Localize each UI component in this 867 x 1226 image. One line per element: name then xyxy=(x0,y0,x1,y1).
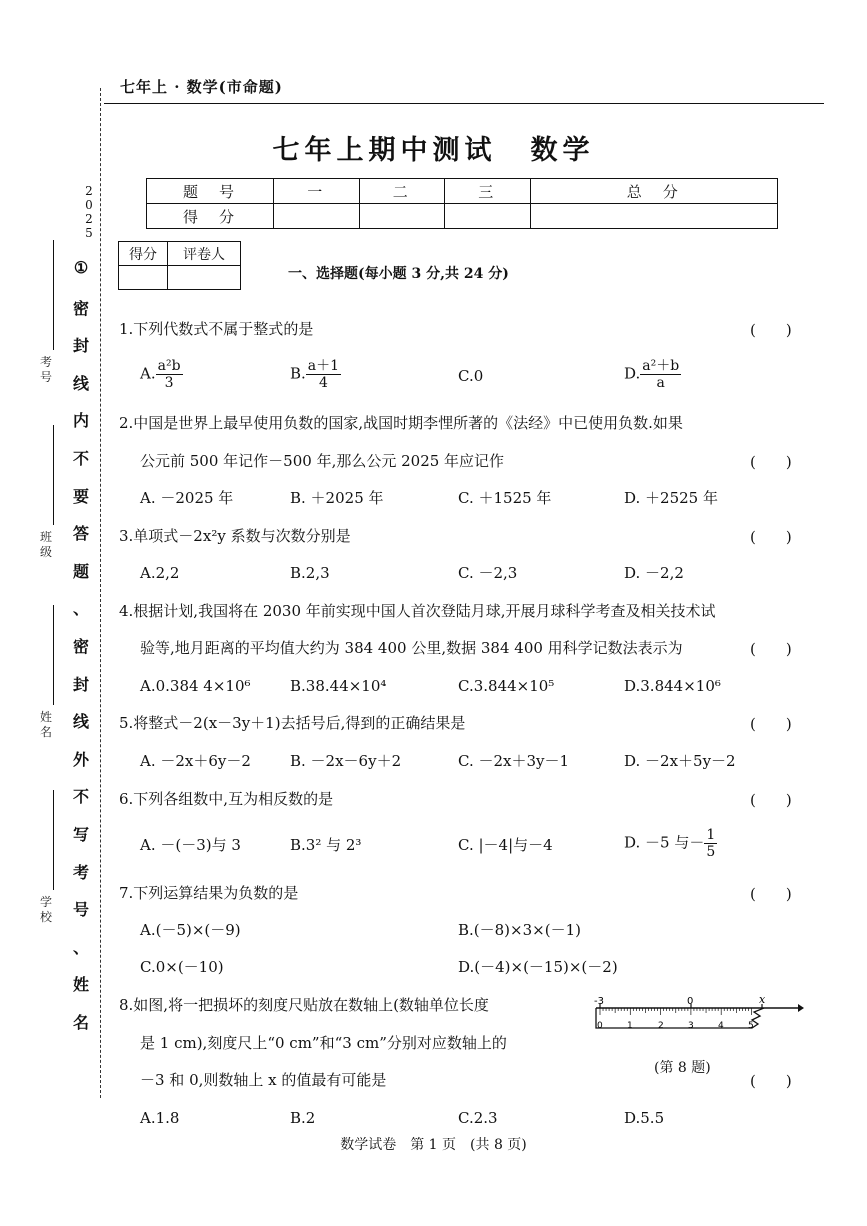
answer-paren[interactable]: ( ) xyxy=(750,528,792,546)
question-8-stem-cont: 是 1 cm),刻度尺上“0 cm”和“3 cm”分别对应数轴上的 xyxy=(140,1034,507,1052)
section-title: 一、选择题(每小题 3 分,共 24 分) xyxy=(288,266,509,282)
question-2-stem: 2.中国是世界上最早使用负数的国家,战国时期李悝所著的《法经》中已使用负数.如果 xyxy=(119,414,683,432)
answer-paren[interactable]: ( ) xyxy=(750,640,792,658)
q3-option-a[interactable]: A.2,2 xyxy=(140,564,180,582)
answer-paren[interactable]: ( ) xyxy=(750,321,792,339)
seal-char: 、 xyxy=(72,937,89,957)
seal-char: 、 xyxy=(72,599,89,619)
axis-label: x xyxy=(759,994,766,1006)
question-8-stem: 8.如图,将一把损坏的刻度尺贴放在数轴上(数轴单位长度 xyxy=(119,996,489,1014)
ruler-label: 2 xyxy=(658,1021,664,1031)
seal-char: 封 xyxy=(72,336,89,356)
seal-char: 要 xyxy=(72,486,89,506)
answer-paren[interactable]: ( ) xyxy=(750,791,792,809)
question-5-stem: 5.将整式－2(x－3y＋1)去括号后,得到的正确结果是 xyxy=(119,714,466,732)
q7-option-d[interactable]: D.(－4)×(－15)×(－2) xyxy=(458,958,618,976)
year-char: 2 xyxy=(85,212,93,226)
margin-year xyxy=(82,184,96,240)
ruler-label: 0 xyxy=(597,1021,603,1031)
q2-option-a[interactable]: A. －2025 年 xyxy=(140,489,234,507)
grader-table xyxy=(118,241,241,290)
q7-option-c[interactable]: C.0×(－10) xyxy=(140,958,224,976)
score-cell[interactable] xyxy=(530,204,777,229)
seal-char: 不 xyxy=(72,787,89,807)
q5-option-c[interactable]: C. －2x＋3y－1 xyxy=(458,752,570,770)
score-cell[interactable] xyxy=(445,204,531,229)
q3-option-b[interactable]: B.2,3 xyxy=(290,564,330,582)
field-line-name xyxy=(53,605,54,705)
figure-caption: (第 8 题) xyxy=(654,1060,711,1076)
option-prefix: A. xyxy=(140,364,156,383)
seal-char: 密 xyxy=(72,298,89,318)
question-1-stem: 1.下列代数式不属于整式的是 xyxy=(119,320,314,338)
answer-paren[interactable]: ( ) xyxy=(750,715,792,733)
q3-option-d[interactable]: D. －2,2 xyxy=(624,564,684,582)
q1-option-a[interactable] xyxy=(140,358,183,391)
ruler-tick-labels xyxy=(597,1021,754,1031)
seal-char: 号 xyxy=(72,900,89,920)
q5-option-a[interactable]: A. －2x＋6y－2 xyxy=(140,752,251,770)
page-footer: 数学试卷 第 1 页 (共 8 页) xyxy=(340,1137,527,1153)
seal-dashed-line xyxy=(100,88,101,1098)
seal-char: ① xyxy=(73,258,89,277)
score-value-row xyxy=(147,204,778,229)
ruler-label: 5 xyxy=(748,1021,754,1031)
seal-char: 考 xyxy=(72,862,89,882)
q7-option-b[interactable]: B.(－8)×3×(－1) xyxy=(458,921,581,939)
field-line-class xyxy=(53,425,54,525)
seal-char: 密 xyxy=(72,637,89,656)
frac-den: 3 xyxy=(164,375,174,391)
year-char: 0 xyxy=(85,198,93,212)
field-label-school: 学校 xyxy=(39,895,52,924)
score-header: 总 分 xyxy=(530,179,777,204)
title-subject: 数学 xyxy=(530,135,595,166)
field-line-examno xyxy=(53,240,54,350)
q6-option-b[interactable]: B.3² 与 2³ xyxy=(290,836,362,854)
score-cell[interactable] xyxy=(274,204,360,229)
ruler-label: 4 xyxy=(718,1021,724,1031)
question-3-stem: 3.单项式－2x²y 系数与次数分别是 xyxy=(119,527,351,545)
question-4-stem-cont: 验等,地月距离的平均值大约为 384 400 公里,数据 384 400 用科学记数法表示为 xyxy=(140,639,683,657)
field-line-school xyxy=(53,790,54,890)
option-prefix: D. －5 与－ xyxy=(624,833,705,852)
q8-option-a[interactable]: A.1.8 xyxy=(140,1109,180,1127)
year-char: 5 xyxy=(85,226,93,240)
score-row-label: 得 分 xyxy=(147,204,274,229)
field-label-examno: 考号 xyxy=(39,355,52,384)
q4-option-c[interactable]: C.3.844×10⁵ xyxy=(458,677,555,695)
frac-den: 4 xyxy=(318,375,328,391)
q8-option-d[interactable]: D.5.5 xyxy=(624,1109,665,1127)
q5-option-b[interactable]: B. －2x－6y＋2 xyxy=(290,752,402,770)
q2-option-d[interactable]: D. ＋2525 年 xyxy=(624,489,718,507)
frac-num: 1 xyxy=(706,827,716,843)
q2-option-b[interactable]: B. ＋2025 年 xyxy=(290,489,384,507)
number-line-arrow xyxy=(798,1004,804,1012)
seal-char: 线 xyxy=(72,373,89,393)
q6-option-a[interactable]: A. －(－3)与 3 xyxy=(140,836,241,854)
question-2-stem-cont: 公元前 500 年记作－500 年,那么公元 2025 年应记作 xyxy=(140,452,505,470)
grader-score-cell[interactable] xyxy=(119,266,168,290)
seal-char: 写 xyxy=(72,825,89,844)
seal-char: 姓 xyxy=(72,975,89,995)
score-cell[interactable] xyxy=(359,204,445,229)
q2-option-c[interactable]: C. ＋1525 年 xyxy=(458,489,552,507)
header-source: 七年上 · 数学(市命题) xyxy=(120,78,283,96)
grader-name-cell[interactable] xyxy=(168,266,241,290)
q5-option-d[interactable]: D. －2x＋5y－2 xyxy=(624,752,736,770)
frac-den: 5 xyxy=(706,844,716,860)
q4-option-a[interactable]: A.0.384 4×10⁶ xyxy=(140,677,251,695)
field-label-name: 姓名 xyxy=(39,710,52,739)
question-4-stem: 4.根据计划,我国将在 2030 年前实现中国人首次登陆月球,开展月球科学考查及相关技术试 xyxy=(119,602,716,620)
frac-num: a²＋b xyxy=(642,358,680,374)
score-header: 二 xyxy=(359,179,445,204)
seal-char: 外 xyxy=(72,749,89,769)
score-header-row xyxy=(147,179,778,204)
q6-option-d[interactable] xyxy=(624,827,717,860)
frac-num: a＋1 xyxy=(307,358,340,374)
header-rule xyxy=(104,103,824,104)
grader-col-score: 得分 xyxy=(119,242,168,266)
question-6-stem: 6.下列各组数中,互为相反数的是 xyxy=(119,790,334,808)
ruler-ticks xyxy=(600,1008,752,1015)
answer-paren[interactable]: ( ) xyxy=(750,885,792,903)
seal-char: 名 xyxy=(72,1013,89,1032)
frac-den: a xyxy=(656,375,665,391)
question-7-stem: 7.下列运算结果为负数的是 xyxy=(119,884,299,902)
field-label-class: 班级 xyxy=(39,530,52,559)
q4-option-b[interactable]: B.38.44×10⁴ xyxy=(290,677,387,695)
score-header: 三 xyxy=(445,179,531,204)
option-prefix: D. xyxy=(624,364,641,383)
grader-col-grader: 评卷人 xyxy=(168,242,241,266)
q4-option-d[interactable]: D.3.844×10⁶ xyxy=(624,677,721,695)
seal-char: 不 xyxy=(72,449,89,468)
q8-option-c[interactable]: C.2.3 xyxy=(458,1109,498,1127)
ruler-label: 1 xyxy=(627,1021,633,1031)
axis-label: -3 xyxy=(594,996,604,1007)
q6-option-c[interactable]: C. |－4|与－4 xyxy=(458,836,553,854)
q7-option-a[interactable]: A.(－5)×(－9) xyxy=(140,921,241,939)
axis-label: 0 xyxy=(687,996,694,1007)
q8-option-b[interactable]: B.2 xyxy=(290,1109,316,1127)
frac-num: a²b xyxy=(157,358,181,374)
question-8-stem-cont2: －3 和 0,则数轴上 x 的值最有可能是 xyxy=(140,1071,387,1089)
score-table xyxy=(146,178,778,229)
score-header: 一 xyxy=(274,179,360,204)
q3-option-c[interactable]: C. －2,3 xyxy=(458,564,518,582)
answer-paren[interactable]: ( ) xyxy=(750,453,792,471)
title-main: 七年上期中测试 xyxy=(272,135,497,166)
q1-option-d[interactable] xyxy=(624,358,681,391)
year-char: 2 xyxy=(85,184,93,198)
q1-option-c[interactable]: C.0 xyxy=(458,367,484,385)
page-title xyxy=(0,128,867,167)
answer-paren[interactable]: ( ) xyxy=(750,1072,792,1090)
q1-option-b[interactable] xyxy=(290,358,341,391)
seal-char: 题 xyxy=(72,561,89,581)
seal-char: 答 xyxy=(72,524,89,544)
seal-char: 内 xyxy=(72,411,89,431)
ruler-number-line-figure xyxy=(592,994,804,1038)
seal-char: 线 xyxy=(72,712,89,732)
seal-char: 封 xyxy=(72,674,89,694)
ruler-label: 3 xyxy=(688,1021,694,1031)
option-prefix: B. xyxy=(290,364,306,383)
score-header: 题 号 xyxy=(147,179,274,204)
